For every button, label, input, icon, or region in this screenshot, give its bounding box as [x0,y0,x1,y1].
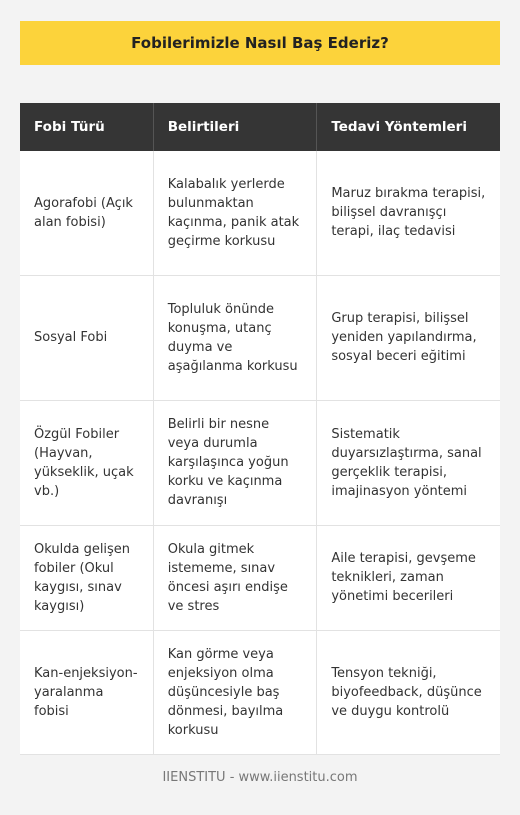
header-phobia-type: Fobi Türü [20,103,153,151]
cell-treatments: Maruz bırakma terapisi, bilişsel davranışçı terapi, ilaç tedavisi [317,151,500,275]
cell-symptoms: Kan görme veya enjeksiyon olma düşüncesiyle baş dönmesi, bayılma korkusu [153,630,317,754]
header-symptoms: Belirtileri [153,103,317,151]
cell-symptoms: Okula gitmek istememe, sınav öncesi aşırı endişe ve stres [153,525,317,630]
header-treatments: Tedavi Yöntemleri [317,103,500,151]
cell-phobia-type: Sosyal Fobi [20,275,153,400]
footer-credit: IIENSTITU - www.iienstitu.com [162,770,358,785]
cell-phobia-type: Okulda gelişen fobiler (Okul kaygısı, sınav kaygısı) [20,525,153,630]
cell-symptoms: Topluluk önünde konuşma, utanç duyma ve aşağılanma korkusu [153,275,317,400]
cell-treatments: Grup terapisi, bilişsel yeniden yapılandırma, sosyal beceri eğitimi [317,275,500,400]
cell-symptoms: Belirli bir nesne veya durumla karşılaşınca yoğun korku ve kaçınma davranışı [153,400,317,525]
table-row [20,151,500,275]
phobia-table [20,103,500,755]
table-header-row [20,103,500,151]
cell-phobia-type: Özgül Fobiler (Hayvan, yükseklik, uçak vb.) [20,400,153,525]
cell-phobia-type: Agorafobi (Açık alan fobisi) [20,151,153,275]
cell-phobia-type: Kan-enjeksiyon-yaralanma fobisi [20,630,153,754]
table-row [20,400,500,525]
cell-treatments: Aile terapisi, gevşeme teknikleri, zaman yönetimi becerileri [317,525,500,630]
cell-treatments: Sistematik duyarsızlaştırma, sanal gerçeklik terapisi, imajinasyon yöntemi [317,400,500,525]
page-title: Fobilerimizle Nasıl Baş Ederiz? [20,21,500,65]
table-row [20,275,500,400]
cell-treatments: Tensyon tekniği, biyofeedback, düşünce ve duygu kontrolü [317,630,500,754]
table-row [20,525,500,630]
cell-symptoms: Kalabalık yerlerde bulunmaktan kaçınma, panik atak geçirme korkusu [153,151,317,275]
table-row [20,630,500,754]
